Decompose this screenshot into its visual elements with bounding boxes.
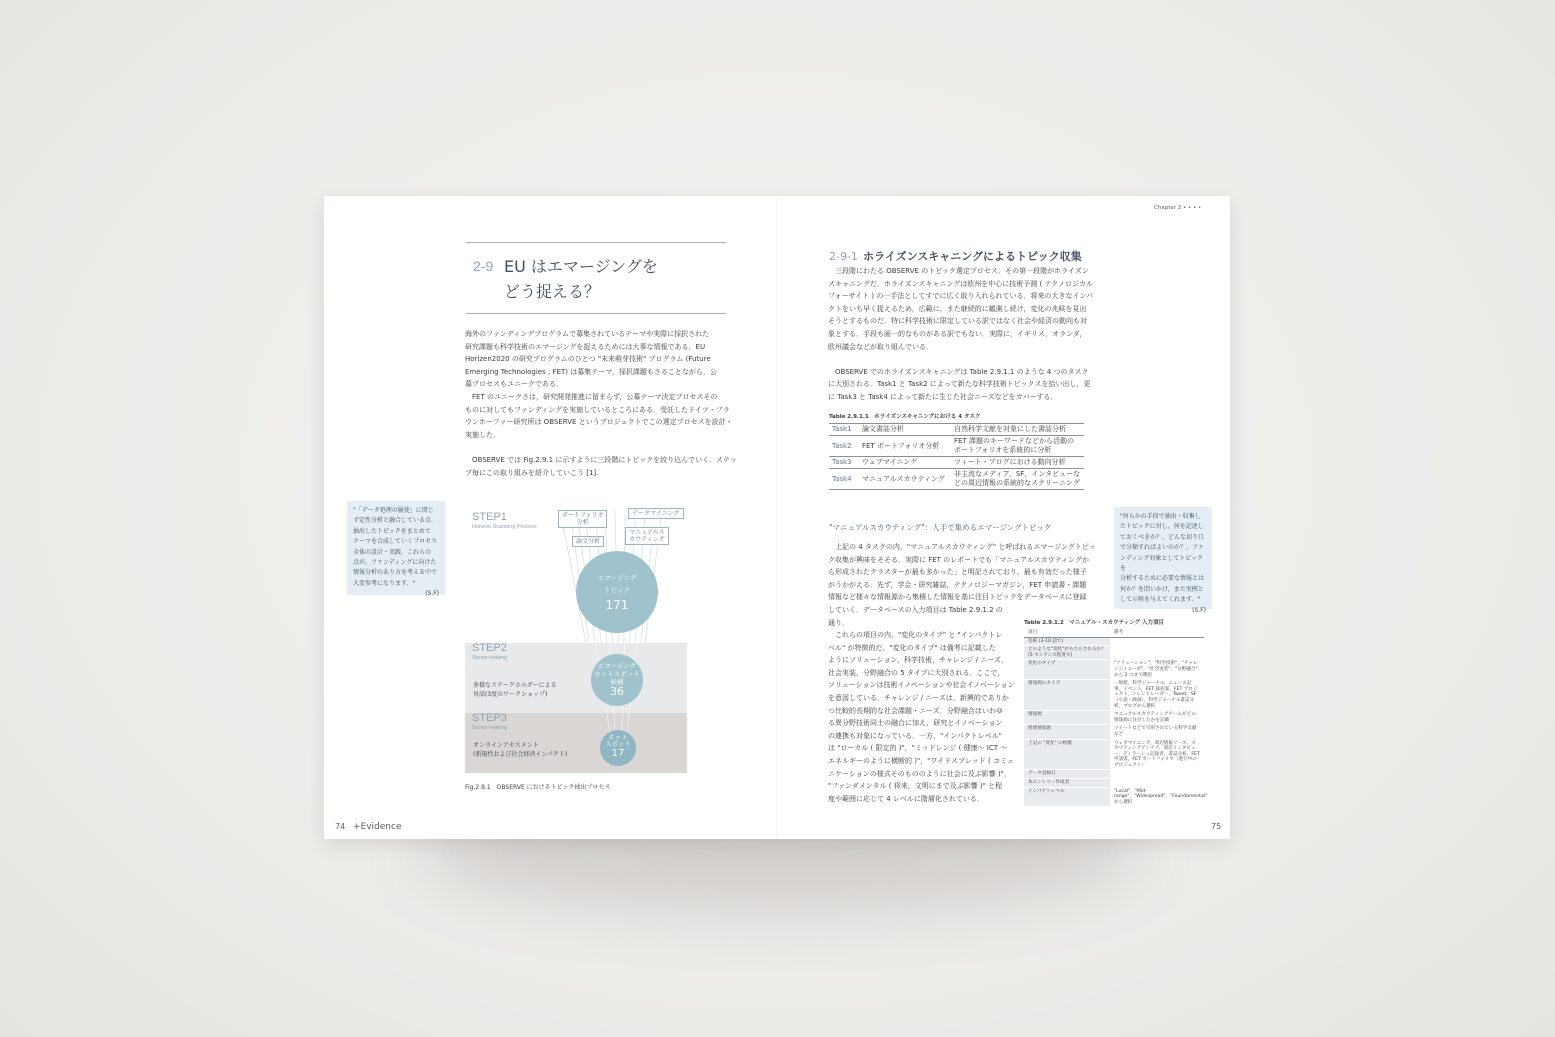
quote-line: テーマを合成していくプロセス [353,538,438,546]
task-desc: ツィート・ブログにおける動向分析 [951,457,1084,469]
body-line: を意図している．チャレンジ / ニーズは，新興的でありか [828,693,1009,702]
quote-line: して示唆を与えてくれます．" [1120,596,1201,604]
gutter [776,196,778,839]
row-note [1110,646,1204,660]
row-note [1110,637,1204,646]
table2-caption: Table 2.9.1.2 マニュアル・スカウティング 入力項目 [1024,620,1164,626]
body-line: ク収集が興味をそそる．実際に FET のレポートでも「マニュアルスカウティングか [828,555,1089,564]
table-row [1024,725,1204,739]
tag-manual-scouting: マニュアルス カウティング [625,527,669,545]
body-line: に Task3 と Task4 によって新たに生じた社会ニーズなどをカバーする． [828,392,1058,401]
row-note: 一般紙，科学ジャーナル，ニュース記事，イベント，FET 採択案，FET プロジェクト，トレンドレーダー，Tweet，SF（小説・映画），科学ジャーナル書誌分析，ブログから選択 [1110,680,1204,711]
bubble1-line1: エマージング [597,574,637,582]
body-line: ニケーションの様式そのもののように社会に及ぶ影響 )"， [828,769,1011,778]
body-line: 欧州議会などが取り組んでいる． [828,342,933,351]
quote-line: で分類すればよいのか？，ファ [1120,544,1204,552]
quote-line: "「データ処理の履使」に閉じ [353,507,434,514]
body-line: エネルギーのように横断的 )"，"ワイドスプレッド ( コミュ [828,756,1014,765]
blank-line [828,353,1090,366]
body-line: ソリューションは技術イノベーションや社会イノベーション [828,681,1015,690]
body-line: 度や範囲に応じて 4 レベルに階層化されている． [828,794,984,803]
body-line: 情報など様々な情報源から集積した情報を基に注目トピックをデータベースに登録 [828,593,1087,602]
bubble2-line2: ホットスポット [594,670,640,678]
task-name: マニュアルスカウティング [859,469,951,490]
bubble-hotspots [600,730,636,766]
row-item: 本エントリー作成者 [1024,779,1110,788]
body-line: 上記の 4 タスクの内，"マニュアルスカウティング" と呼ばれるエマージングトピッ [828,543,1096,551]
body-line: OBSERVE でのホライズンスキャニングは Table 2.9.1.1 のような 4 つのタスク [828,367,1089,376]
subsection-title: ホライズンスキャニングによるトピック収集 [863,250,1082,263]
section-title [504,254,658,304]
row-item: どのような"変化"がもたらされるか？ (5 センテンス程度で) [1024,646,1110,660]
right-body-text-3 [828,629,1014,805]
task-desc: 自然科学文献を対象にした書誌分析 [951,424,1084,436]
table-row [1024,787,1204,807]
step2-desc-line2: 対話(3度のワークショップ) [473,691,548,698]
task-name: FET ポートフォリオ分析 [859,436,951,457]
row-note: "Local"，"Mid-range"，"Widespread"，"Foundamental" から選択 [1110,787,1204,807]
section-number: 2-9 [473,258,494,274]
folio-left-number: 74 [335,822,346,831]
right-sidebar-quote [1114,507,1212,614]
bubble-emerging-topics [576,551,658,633]
table-row [829,436,1084,457]
quote-line: 大変参考になります．" [353,579,416,587]
figure-process [465,501,687,773]
body-line: 実施した． [465,430,500,439]
blank-line [465,441,731,454]
bubble2-line3: 候補 [610,678,624,686]
step1-label: STEP1 [472,511,507,523]
body-line: 通り． [828,618,849,627]
tag-paper-analysis: 論文分析 [572,536,604,547]
table1-tasks [829,423,1084,490]
quote-line: たトピックに対し，何を記述し [1120,523,1204,531]
body-line: 三段階にわたる OBSERVE のトピック選定プロセス．その第一段階がホライズン [828,267,1089,275]
table-row [1024,646,1204,660]
quote-line: 何か？を問いかけ，また実例と [1120,585,1204,593]
body-line: ら形成されたクラスターが最も多かった」と明記されており，最も有効だった様子 [828,568,1087,577]
quote-line: ンディング対象としてトピックを [1120,554,1204,573]
step3-desc-line1: オンラインアセスメント [473,742,539,749]
row-note: "ソリューション"，"科学技術"，"チャレンジ / ニーズ"，"社会実装"，"分野融合" から 2 つまで選択 [1110,660,1204,680]
body-line: Horizen2020 の研究プログラムのひとつ "未来萌芽技術" プログラム (Future [465,355,711,364]
row-item: 変化のタイプ [1024,660,1110,680]
figure-caption: Fig.2.9.1 OBSERVE におけるトピック抽出プロセス [465,784,611,791]
quote-initials: (S.F) [425,590,439,598]
step3-desc-line2: (新規性および社会経済インパクト) [473,751,568,758]
task-name: ウェブマイニング [859,457,951,469]
left-sidebar-quote [347,501,445,598]
task-id: Task1 [829,424,859,436]
quote-line: 情報分析のあり方を考える中で [353,569,438,577]
right-body-text-1 [828,265,1094,404]
body-line: ようにソリューション，科学技術，チャレンジ / ニーズ， [828,656,1009,665]
table-header-row [1024,629,1204,637]
body-line: 社会実装，分野融合の 5 タイプに大別される．ここで， [828,668,1005,677]
table-row [1024,680,1204,711]
folio-left-text: +Evidence [353,822,402,832]
table-row [1024,660,1204,680]
header-item: 項目 [1024,629,1110,637]
body-line: FET のユニークさは，研究開発推進に留まらず，公募テーマ決定プロセスその [465,392,718,401]
body-line: ベル" が特徴的だ．"変化のタイプ" は備考に記載した [828,643,996,652]
step3-label: STEP3 [472,712,507,724]
body-line: Emerging Technologies ; FET) は募集テーマ，採択課題もさることながら，公 [465,367,717,376]
quote-line: ず定性分析と融合している点. [353,517,433,525]
quote-line: 全体の設計・実践．これらの [353,548,432,556]
body-line: OBSERVE では Fig.2.9.1 に示すように三段階にトピックを絞り込んでいく．ステッ [465,455,737,464]
book-spread [324,196,1230,839]
body-line: そうとするものだ．特に科学技術に限定している訳ではなく社会や経済の動向も対 [828,317,1087,326]
quote-line: "何らかの手段で抽出・収集し [1120,513,1201,520]
title-rule-bottom [466,313,726,314]
task-desc: 非主流なメディア，SF，インタビューな どの周辺情報の系統的なスクリーニング [951,469,1084,490]
task-id: Task4 [829,469,859,490]
subsection-heading [829,245,1082,264]
quote-line: 分析するために必要な情報とは [1120,575,1205,583]
step2-description [473,681,557,699]
quote-line: 点が，ファンディングに向けた [353,559,437,567]
subsection-number: 2-9-1 [829,250,858,263]
task-desc: FET 課題のキーワードなどから活動の ポートフォリオを系統的に分析 [951,436,1084,457]
table-row [1024,711,1204,725]
table-row [1024,637,1204,646]
table2-input-items [1024,629,1208,807]
body-line: "ファンダメンタル ( 将来，文明にまで及ぶ影響 )" と程 [828,782,1003,791]
table1-caption: Table 2.9.1.1 ホライズンスキャニングにおける 4 タスク [829,414,981,420]
body-line: 海外のファンディングプログラムで募集されているテーマや実際に採択された [465,330,710,338]
bubble3-value: 17 [611,748,625,759]
quote-line: 抽出したトピックをまとめて [353,527,431,535]
row-item: 情報源 [1024,711,1110,725]
bubble1-line2: トピック [604,586,630,594]
body-line: つ比較的長期的な社会課題・ニーズ．分野融合はいわゆ [828,706,1003,715]
row-item: 情報源のタイプ [1024,680,1110,711]
row-item: 名称 (3-10 語で) [1024,637,1110,646]
row-item: 関連情報源 [1024,725,1110,739]
bubble2-line1: エマージング [597,662,637,670]
body-line: ものに対してもファンディングを実施しているところにある．受託したドイツ・フラ [465,405,730,414]
row-item: 上記の "変化" の根拠 [1024,739,1110,770]
tag-portfolio: ポートフォリオ 分析 [558,510,607,528]
bubble1-value: 171 [605,598,629,612]
tag-datamining: データマイニング [628,508,684,519]
title-rule-top [466,242,726,243]
row-note: ウェブマイニング，周辺情報ソース，スカウティングアンテナ，周辺インタビュー，ディラーシュ記録者，書誌分析，FET 申請書，FET ポートフォリオ（進行中のプロジェクト） [1110,739,1204,770]
table-row [1024,779,1204,788]
task-id: Task3 [829,457,859,469]
step2-label: STEP2 [472,642,507,654]
task-id: Task2 [829,436,859,457]
step2-desc-line1: 多様なステークホルダーによる [473,682,557,689]
body-line: スキャニングだ．ホライズンスキャニングは欧州を中心に技術予測 ( テクノロジカル [828,279,1093,288]
bubble3-line2: スポット [605,740,631,748]
body-line: は "ローカル ( 限定的 )"，"ミッドレンジ ( 健康～ ICT ～ [828,744,1008,753]
row-note [1110,770,1204,779]
body-line: これらの項目の内，"変化のタイプ" と "インパクトレ [828,631,1003,639]
body-line: 募プロセスもユニークである． [465,380,563,389]
body-line: プ毎にこの取り組みを紹介していこう [1]. [465,468,599,477]
task-name: 論文書誌分析 [859,424,951,436]
step3-description [473,741,567,759]
table-row [829,424,1084,436]
body-line: クトをいち早く捉えるため，広範に，また継続的に観測し続け，変化の兆候を見出 [828,304,1087,313]
body-line: がうかがえる．先ず，学会・研究雑誌，テクノロジーマガジン，FET 申請書・課題 [828,580,1087,589]
body-line: 研究課題も科学技術のエマージングを捉えるためには大事な情報である．EU [465,342,706,351]
body-line: の連携も対象になっている．一方，"インパクトレベル" [828,731,1002,740]
body-line: に大別される．Task1 と Task2 によって新たな科学技術トピックスを拾い出し，更 [828,380,1091,389]
left-body-text [465,328,737,479]
section-title-line2: どう捉える？ [504,282,601,301]
table-row [1024,770,1204,779]
body-line: していく．データベースの入力項目は Table 2.9.1.2 の [828,605,1003,614]
section-title-line1: EU はエマージングを [504,257,658,276]
manual-scouting-heading: "マニュアルスカウティング"：人手で集めるエマージングトピック [829,523,1052,532]
header-note: 備考 [1110,629,1204,637]
step3-sub: Sense-making [472,725,508,731]
table-row [1024,739,1204,770]
row-note: マニュアルスカウティングチームがどの情報源に注目したかを記載 [1110,711,1204,725]
row-note: ツイートなどで引用されている科学文献など [1110,725,1204,739]
row-note [1110,779,1204,788]
quote-line: ておくべきか？，どんな切り口 [1120,533,1205,541]
row-item: データ登録日 [1024,770,1110,779]
body-line: る異分野技術同士の融合に加え，研究とイノベーション [828,719,1003,728]
body-line: フォーサイト ) の一手法としてすでに広く取り入れられている．将来の大きなインパ [828,292,1094,301]
bubble3-line1: ホット [608,733,628,741]
body-line: 象とする．手段も画一的なものがある訳でもない．実際に，イギリス，オランダ， [828,329,1087,338]
table-row [829,469,1084,490]
step1-sub: Horizon Scanning Process [472,524,537,530]
body-line: ウンホーファー研究所は OBSERVE というプロジェクトでこの選定プロセスを設計・ [465,418,733,427]
step2-sub: Sense-making [472,655,508,661]
folio-right-number: 75 [1211,822,1222,831]
table-row [829,457,1084,469]
quote-initials: (S.F) [1192,606,1206,614]
bubble-hotspot-candidates [591,654,643,706]
row-item: インパクトレベル [1024,787,1110,807]
chapter-header: Chapter 2 • • • • [1154,205,1202,211]
bubble2-value: 36 [610,685,624,698]
